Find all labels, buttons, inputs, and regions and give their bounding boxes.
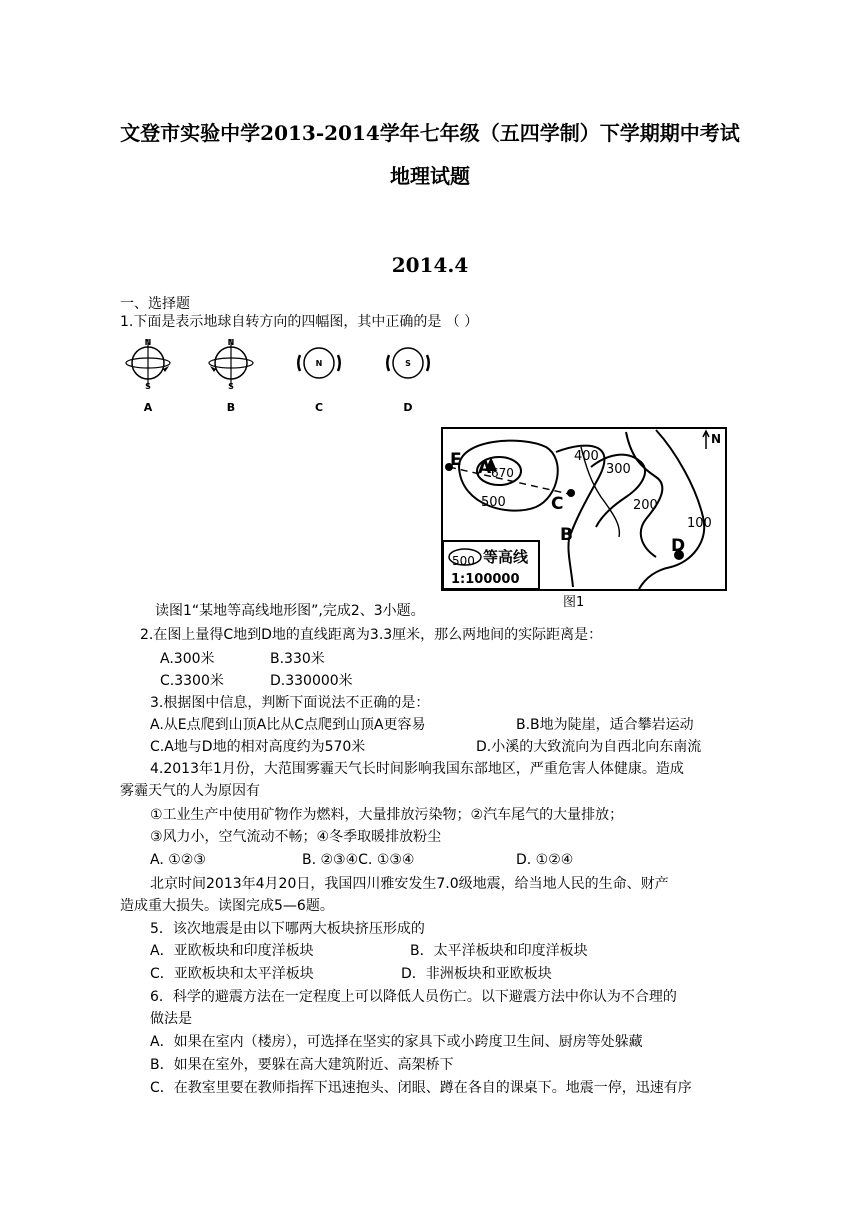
- question-4-line1: 4.2013年1月份，大范围雾霾天气长时间影响我国东部地区，严重危害人体健康。造成: [150, 761, 684, 777]
- q3-option-c: C.A地与D地的相对高度约为570米: [150, 739, 366, 755]
- question-2: 2.在图上量得C地到D地的直线距离为3.3厘米，那么两地间的实际距离是：: [140, 627, 603, 643]
- question-4-line2: 雾霾天气的人为原因有: [120, 783, 260, 799]
- figure-caption: 图1: [563, 595, 585, 610]
- q2-option-d: D.330000米: [270, 673, 353, 689]
- contour-label-500: 500: [481, 495, 506, 510]
- point-b-label: B: [560, 525, 573, 545]
- globe-b-north: N: [227, 338, 235, 347]
- question-5: 5．该次地震是由以下哪两大板块挤压形成的: [150, 921, 425, 937]
- north-label: N: [711, 432, 722, 446]
- globe-c-pole: N: [315, 359, 323, 368]
- q6-option-a: A．如果在室内（楼房），可选择在坚实的家具下或小跨度卫生间、厨房等处躲藏: [150, 1034, 643, 1050]
- option-label-d: D: [403, 401, 413, 414]
- peak-elevation: 670: [491, 466, 514, 480]
- q6-option-b: B．如果在室外，要躲在高大建筑附近、高架桥下: [150, 1057, 454, 1073]
- question-6-line1: 6．科学的避震方法在一定程度上可以降低人员伤亡。以下避震方法中你认为不合理的: [150, 989, 677, 1005]
- option-label-b: B: [226, 401, 236, 414]
- contour-label-200: 200: [633, 498, 658, 513]
- contour-label-100: 100: [687, 516, 712, 531]
- q3-option-b: B.B地为陡崖，适合攀岩运动: [516, 717, 694, 733]
- globe-a-south: S: [145, 382, 151, 391]
- q4-option-d: D. ①②④: [516, 852, 574, 868]
- point-c-label: C: [551, 494, 564, 514]
- q5-option-b: B．太平洋板块和印度洋板块: [410, 943, 588, 959]
- q2-option-c: C.3300米: [160, 673, 224, 689]
- passage-line2: 造成重大损失。读图完成5—6题。: [120, 898, 334, 914]
- point-d-label: D: [671, 536, 686, 556]
- question-6-line2: 做法是: [150, 1011, 192, 1027]
- contour-label-300: 300: [606, 462, 631, 477]
- q4-factors-line1: ①工业生产中使用矿物作为燃料，大量排放污染物；②汽车尾气的大量排放；: [150, 807, 624, 823]
- q5-option-d: D．非洲板块和亚欧板块: [401, 966, 552, 982]
- passage-line1: 北京时间2013年4月20日，我国四川雅安发生7.0级地震，给当地人民的生命、财产: [150, 876, 669, 892]
- globe-b: [209, 338, 253, 391]
- globe-a-north: N: [144, 338, 152, 347]
- q3-option-d: D.小溪的大致流向为自西北向东南流: [476, 739, 702, 755]
- q4-option-a: A. ①②③: [150, 852, 206, 868]
- title-line1: 文登市实验中学2013-2014学年七年级（五四学制）下学期期中考试: [120, 121, 740, 145]
- q3-option-a: A.从E点爬到山顶A比从C点爬到山顶A更容易: [150, 717, 426, 733]
- line-reading-instruction: 读图1“某地等高线地形图”,完成2、3小题。: [155, 603, 425, 619]
- exam-date: 2014.4: [391, 253, 469, 277]
- contour-label-400: 400: [574, 449, 599, 464]
- q5-option-a: A．亚欧板块和印度洋板块: [150, 943, 314, 959]
- q4-option-bc: B. ②③④C. ①③④: [302, 852, 415, 868]
- rotation-diagrams: [120, 333, 440, 413]
- question-1: 1.下面是表示地球自转方向的四幅图，其中正确的是 （ ）: [120, 314, 479, 330]
- globe-b-south: S: [228, 382, 234, 391]
- point-a-label: A: [478, 458, 492, 478]
- map-scale: 1:100000: [451, 572, 520, 587]
- q4-factors-line2: ③风力小，空气流动不畅；④冬季取暖排放粉尘: [150, 829, 442, 845]
- option-label-c: C: [314, 401, 324, 414]
- q5-option-c: C．亚欧板块和太平洋板块: [150, 966, 314, 982]
- q2-option-b: B.330米: [270, 651, 325, 667]
- contour-map: [441, 427, 727, 591]
- globe-d-pole: S: [405, 359, 411, 368]
- option-label-a: A: [143, 401, 153, 414]
- legend-label: 等高线: [483, 548, 529, 566]
- q2-option-a: A.300米: [160, 651, 215, 667]
- title-line2: 地理试题: [390, 164, 470, 188]
- globe-a: [126, 338, 170, 391]
- globe-d: [387, 348, 428, 378]
- point-e-label: E: [450, 450, 462, 470]
- q6-option-c: C．在教室里要在教师指挥下迅速抱头、闭眼、蹲在各自的课桌下。地震一停，迅速有序: [150, 1080, 692, 1096]
- legend-sample: 500: [452, 554, 475, 568]
- question-3: 3.根据图中信息，判断下面说法不正确的是：: [150, 695, 430, 711]
- section-heading: 一、选择题: [120, 296, 190, 312]
- globe-c: [298, 348, 339, 378]
